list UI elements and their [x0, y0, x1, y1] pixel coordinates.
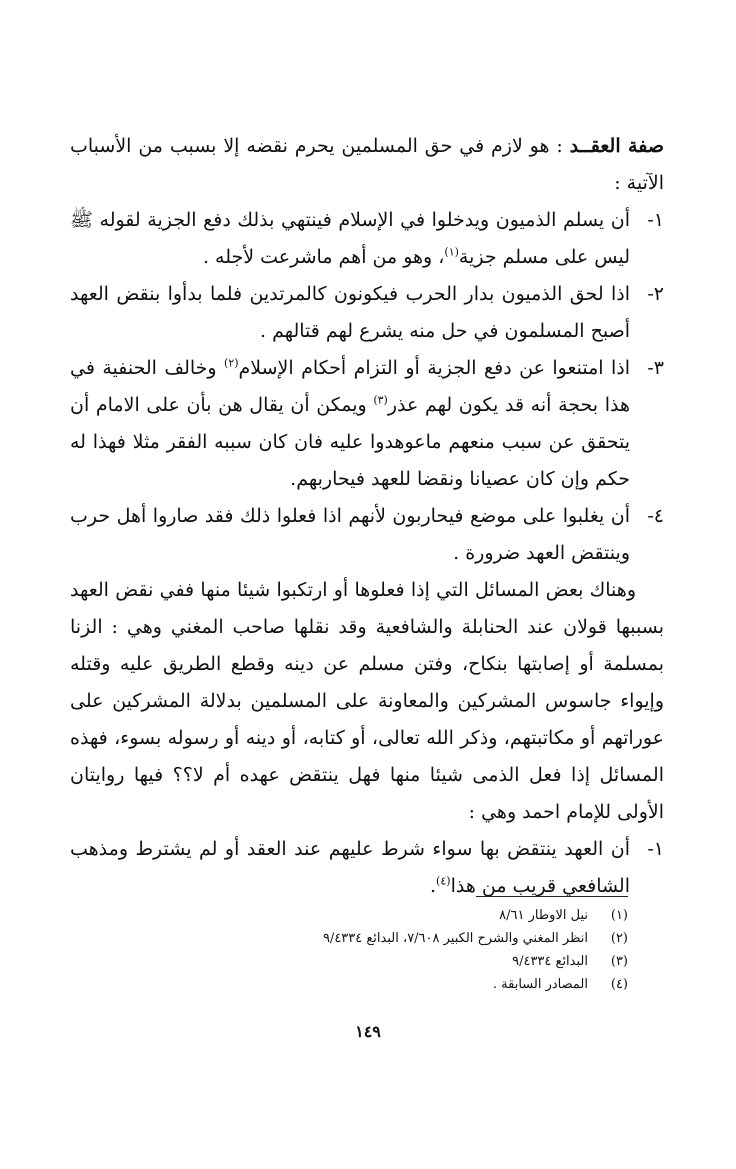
footnote-item [68, 904, 628, 927]
reason-text: اذا لحق الذميون بدار الحرب فيكونون كالمرتدين فلما بدأوا بنقض العهد أصبح المسلمون في حل منه يشرع لهم قتالهم . [70, 283, 630, 342]
footnotes [68, 904, 628, 996]
main-text [70, 128, 664, 905]
footnote-number: (٢) [610, 931, 628, 946]
intro-text: : هو لازم في حق المسلمين يحرم نقضه إلا بسبب من الأسباب الآتية : [70, 135, 664, 194]
footnote-item [68, 927, 628, 950]
reason-text [70, 202, 630, 276]
footnote-text: البدائع ٩/٤٣٣٤ [512, 954, 588, 969]
footnote-ref: (٣) [373, 393, 388, 407]
reason-item-3 [70, 350, 664, 498]
footnote-ref: (١) [444, 245, 459, 259]
opinion-number: ١- [647, 838, 664, 860]
reason-text-part: أن يسلم الذميون ويدخلوا في الإسلام فينتهي بذلك دفع الجزية لقوله ﷺ ليس على مسلم جزية [70, 209, 630, 268]
opinion-item-1 [70, 831, 664, 905]
footnote-item [68, 973, 628, 996]
intro-paragraph [70, 128, 664, 202]
footnote-text: المصادر السابقة . [492, 977, 588, 992]
footnote-number: (٤) [610, 977, 628, 992]
reason-number: ١- [647, 209, 664, 231]
reason-text-part: ويمكن أن يقال هن بأن على الامام أن يتحقق عن سبب منعهم ماعوهدوا عليه فان كان سببه الفقر مثلا فهذا له حكم وإن كان عصيانا ونقضا للعهد فيحاربهم. [70, 394, 630, 490]
footnote-number: (٣) [610, 954, 628, 969]
section-heading: صفة العقــد [569, 135, 664, 157]
reason-number: ٣- [647, 357, 664, 379]
reason-item-1 [70, 202, 664, 276]
opinion-text [70, 831, 630, 905]
footnote-text: انظر المغني والشرح الكبير ٧/٦٠٨، البدائع ٩/٤٣٣٤ [322, 931, 588, 946]
page-number: ١٤٩ [355, 1022, 381, 1041]
opinion-text-part: أن العهد ينتقض بها سواء شرط عليهم عند العقد أو لم يشترط ومذهب الشافعي قريب من هذا [70, 838, 630, 897]
footnote-item [68, 950, 628, 973]
reason-item-2 [70, 276, 664, 350]
opinion-text-part: . [430, 875, 437, 897]
footnote-ref: (٢) [224, 356, 239, 370]
reason-text: أن يغلبوا على موضع فيحاربون لأنهم اذا فعلوا ذلك فقد صاروا أهل حرب وينتقض العهد ضرورة . [70, 505, 630, 564]
reason-number: ٤- [647, 505, 664, 527]
reason-text [70, 350, 630, 498]
body-paragraph: وهناك بعض المسائل التي إذا فعلوها أو ارتكبوا شيئا منها ففي نقض العهد بسببها قولان عند الحنابلة والشافعية وقد نقلها صاحب المغني وهي : الزنا بمسلمة أو إصابتها بنكاح، وفتن مسلم عن دينه وقطع الطريق عليه وقتله وإيواء جاسوس المشركين والمعاونة على المسلمين بدلالة المشركين على عوراتهم أو مكاتبتهم، وذكر الله تعالى، أو كتابه، أو دينه أو رسوله بسوء، فهذه المسائل إذا فعل الذمى شيئا منها فهل ينتقض عهده أم لا؟؟ فيها روايتان الأولى للإمام احمد وهي : [70, 579, 664, 823]
footnote-ref: (٤) [436, 874, 451, 888]
reason-text-part: ، وهو من أهم ماشرعت لأجله . [202, 246, 445, 268]
reason-item-4 [70, 498, 664, 572]
reason-text-part: اذا امتنعوا عن دفع الجزية أو التزام أحكام الإسلام [238, 357, 630, 379]
footnote-divider [476, 896, 628, 897]
footnote-text: نيل الاوطار ٨/٦١ [499, 908, 588, 923]
reason-number: ٢- [647, 283, 664, 305]
footnote-number: (١) [610, 908, 628, 923]
reason-text-part: وخالف الحنفية في هذا بحجة أنه قد يكون لهم عذر [70, 357, 630, 416]
